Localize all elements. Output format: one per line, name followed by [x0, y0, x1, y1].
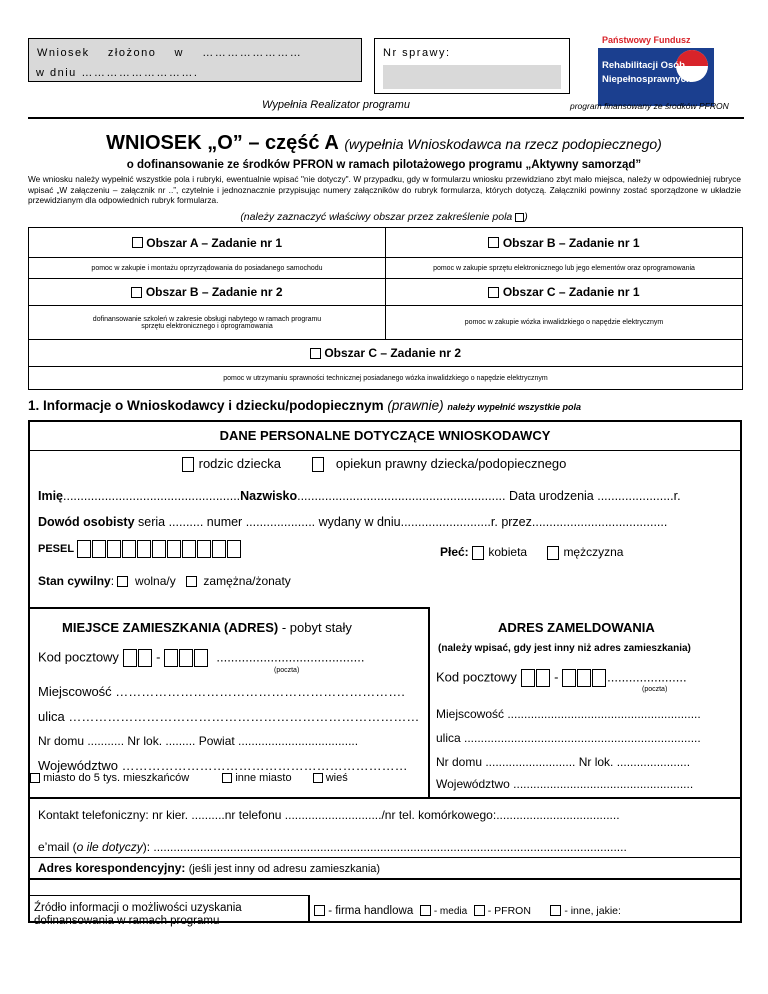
area-b2-desc: dofinansowanie szkoleń w zakresie obsługi nabytego w ramach programu sprzętu elektronicznego i oprogramowania — [28, 305, 386, 340]
area-a1[interactable]: Obszar A – Zadanie nr 1 — [28, 227, 386, 258]
role-parent[interactable]: rodzic dziecka — [182, 456, 281, 472]
residence-city[interactable]: Miejscowość …………………………………………………………. — [38, 684, 405, 699]
registration-street[interactable]: ulica ....................................................................... — [436, 731, 701, 745]
residence-voiv[interactable]: Województwo ………………………………………………………… — [38, 758, 408, 773]
residence-title: MIEJSCE ZAMIESZKANIA (ADRES) - pobyt stały — [62, 620, 352, 635]
area-b1[interactable]: Obszar B – Zadanie nr 1 — [385, 227, 743, 258]
filing-line2: w dniu ………………………. — [36, 67, 199, 79]
info-source-options[interactable]: - firma handlowa - media - PFRON - inne, jakie: — [314, 905, 621, 917]
registration-postal[interactable]: Kod pocztowy - ...................... — [436, 669, 687, 687]
area-b2[interactable]: Obszar B – Zadanie nr 2 — [28, 278, 386, 306]
registration-house[interactable]: Nr domu ........................... Nr lok. ...................... — [436, 755, 691, 769]
form-instructions: We wniosku należy wypełnić wszystkie pola i rubryki, ewentualnie wpisać "nie dotyczy". W przypadku, gdy w formularzu wniosku przewidziano zbyt mało miejsca, należy w odpowiedniej rubryce wpisać „W załączeniu – załącznik nr ..”, czytelnie i jednoznacznie przypisując numery załączników do rubryk formularza, których dotyczą. Załączniki powinny zostać sporządzone w układzie przewidzianym dla odpowiednich rubryk formularza. — [28, 174, 741, 206]
personal-data-title: DANE PERSONALNE DOTYCZĄCE WNIOSKODAWCY — [219, 428, 551, 443]
case-number-label: Nr sprawy: — [383, 47, 451, 59]
correspondence-row[interactable]: Adres korespondencyjny: (jeśli jest inny od adresu zamieszkania) — [38, 861, 381, 875]
case-number-box — [374, 38, 570, 94]
residence-type[interactable]: miasto do 5 tys. mieszkańców inne miasto wieś — [30, 772, 348, 784]
case-number-field[interactable] — [383, 65, 561, 89]
residence-house[interactable]: Nr domu ........... Nr lok. ......... Powiat .................................... — [38, 734, 359, 748]
sex-row[interactable]: Płeć: kobieta mężczyzna — [440, 545, 624, 559]
pfron-logo: Państwowy Fundusz Rehabilitacji Osób Niepełnosprawnych — [598, 22, 714, 106]
realizator-note: Wypełnia Realizator programu — [262, 99, 410, 111]
area-c1[interactable]: Obszar C – Zadanie nr 1 — [385, 278, 743, 306]
civil-row[interactable]: Stan cywilny: wolna/y zamężna/żonaty — [38, 574, 291, 588]
section1-heading: 1. Informacje o Wnioskodawcy i dziecku/podopiecznym (prawnie) należy wypełnić wszystkie pola — [28, 398, 581, 413]
area-c2[interactable]: Obszar C – Zadanie nr 2 — [28, 339, 743, 367]
form-title: WNIOSEK „O” – część A (wypełnia Wnioskodawca na rzecz podopiecznego) — [106, 132, 662, 154]
area-c2-desc: pomoc w utrzymaniu sprawności technicznej posiadanego wózka inwalidzkiego o napędzie elektrycznym — [28, 366, 743, 390]
area-note: (należy zaznaczyć właściwy obszar przez zakreślenie pola ) — [240, 211, 528, 223]
registration-title: ADRES ZAMELDOWANIA — [498, 620, 655, 635]
area-a1-desc: pomoc w zakupie i montażu oprzyrządowania do posiadanego samochodu — [28, 257, 386, 279]
pesel-row[interactable]: PESEL — [38, 540, 242, 558]
phone-row[interactable]: Kontakt telefoniczny: nr kier. ..........nr telefonu ............................./nr tel. komórkowego:..................................... — [38, 808, 620, 822]
form-subtitle: o dofinansowanie ze środków PFRON w ramach pilotażowego programu „Aktywny samorząd” — [126, 159, 642, 171]
residence-postal[interactable]: Kod pocztowy - ......................................... — [38, 649, 364, 667]
role-guardian[interactable]: opiekun prawny dziecka/podopiecznego — [312, 456, 566, 472]
registration-note: (należy wpisać, gdy jest inny niż adres zamieszkania) — [438, 643, 691, 654]
pfron-note: program finansowany ze środków PFRON — [570, 101, 729, 111]
header-divider — [28, 117, 744, 119]
info-source-label: Źródło informacji o możliwości uzyskania dofinansowania w ramach programu — [34, 902, 242, 927]
residence-street[interactable]: ulica ……………………………………………………………………… — [38, 709, 420, 724]
name-row[interactable]: Imię...................................................Nazwisko............................................................ Data urodzenia ......................r. — [38, 489, 681, 503]
id-row[interactable]: Dowód osobisty seria .......... numer .................... wydany w dniu..........................r. przez....................................... — [38, 515, 668, 529]
filing-line1: Wniosek złożono w …………………… — [37, 47, 303, 59]
registration-voiv[interactable]: Województwo ...................................................... — [436, 777, 694, 791]
area-b1-desc: pomoc w zakupie sprzętu elektronicznego lub jego elementów oraz oprogramowania — [385, 257, 743, 279]
email-row[interactable]: e’mail (o ile dotyczy): .............................................................................................................................................. — [38, 840, 627, 854]
area-c1-desc: pomoc w zakupie wózka inwalidzkiego o napędzie elektrycznym — [385, 305, 743, 340]
registration-city[interactable]: Miejscowość .......................................................... — [436, 707, 701, 721]
